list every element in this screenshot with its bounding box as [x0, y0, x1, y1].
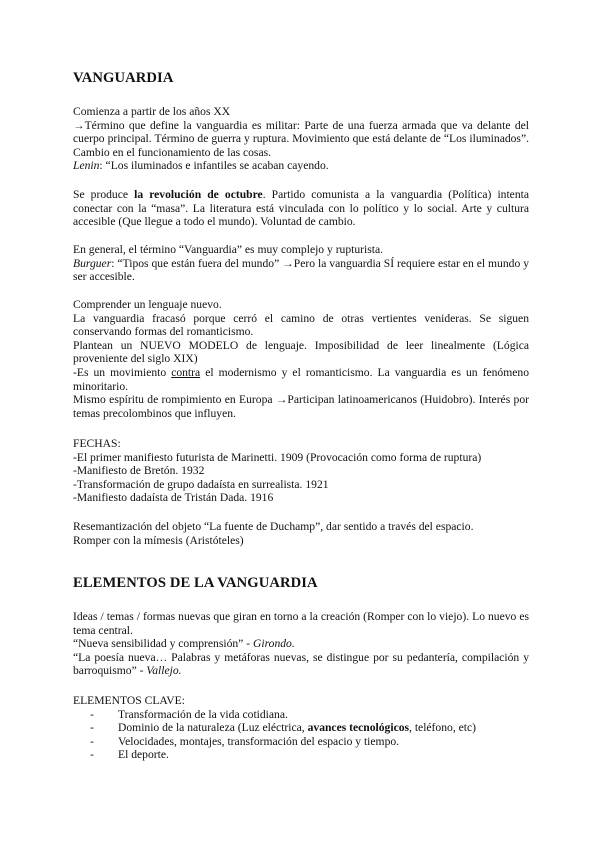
elementos-clave-list	[73, 708, 529, 762]
duchamp-line: Resemantización del objeto “La fuente de Duchamp”, dar sentido a través del espacio.	[73, 520, 474, 533]
language-line-2: La vanguardia fracasó porque cerró el camino de otras vertientes venideras. Se siguen conservando formas del romanticismo.	[73, 311, 529, 339]
list-item-text: Velocidades, montajes, transformación del espacio y tiempo.	[118, 734, 400, 748]
lenin-name: Lenin	[73, 159, 100, 173]
intro-line: Comienza a partir de los años XX	[73, 105, 231, 118]
girondo-quote-text: “Nueva sensibilidad y comprensión” -	[73, 637, 253, 651]
list-item-bold: avances tecnológicos	[307, 721, 410, 735]
list-item-text: , teléfono, etc)	[409, 721, 476, 735]
list-dash: -	[90, 734, 94, 748]
fechas-label: FECHAS:	[73, 437, 121, 450]
definition-paragraph: →Término que define la vanguardia es militar: Parte de una fuerza armada que va delante del cuerpo principal. Término de guerra y ruptura. Movimiento que está delante de “Los iluminados”. Cambio en el funcionamiento de las cosas.	[73, 118, 529, 159]
ideas-paragraph: Ideas / temas / formas nuevas que giran en torno a la creación (Romper con lo viejo). Lo nuevo es tema central.	[73, 610, 529, 637]
vallejo-quote	[73, 651, 529, 678]
list-item-text: Dominio de la naturaleza (Luz eléctrica,	[118, 721, 308, 735]
general-paragraph	[73, 243, 529, 284]
revolution-text-a: Se produce	[73, 188, 135, 201]
list-item-text: Transformación de la vida cotidiana.	[118, 707, 288, 721]
list-dash: -	[90, 721, 94, 735]
list-item	[73, 721, 529, 735]
fecha-item: -Transformación de grupo dadaísta en surrealista. 1921	[73, 477, 329, 491]
elementos-paragraph	[73, 610, 529, 678]
language-line-4-a: -Es un movimiento	[73, 365, 172, 379]
list-item	[73, 748, 529, 762]
language-line-1: Comprender un lenguaje nuevo.	[73, 298, 222, 311]
vallejo-quote-text: “La poesía nueva… Palabras y metáforas nuevas, se distingue por su pedantería, compilación y barroquismo” -	[73, 650, 529, 678]
language-line-4	[73, 366, 529, 393]
fechas-block	[73, 437, 529, 505]
revolution-paragraph	[73, 188, 529, 229]
language-line-3: Plantean un NUEVO MODELO de lenguaje. Imposibilidad de leer linealmente (Lógica proveniente del siglo XIX)	[73, 338, 529, 366]
language-line-5: Mismo espíritu de rompimiento en Europa →Participan latinoamericanos (Huidobro). Interés por temas precolombinos que influyen.	[73, 393, 529, 420]
lenin-sep: :	[99, 159, 106, 173]
intro-paragraph	[73, 105, 529, 173]
list-item	[73, 735, 529, 749]
list-item	[73, 708, 529, 722]
vallejo-author: Vallejo.	[146, 664, 182, 678]
list-item-text: El deporte.	[118, 748, 169, 762]
burguer-quote	[73, 257, 529, 284]
revolution-bold: la revolución de octubre	[134, 188, 263, 201]
fecha-item: -El primer manifiesto futurista de Marinetti. 1909 (Provocación como forma de ruptura)	[73, 450, 482, 464]
girondo-author: Girondo.	[252, 637, 295, 651]
duchamp-paragraph	[73, 520, 529, 547]
general-line: En general, el término “Vanguardia” es muy complejo y rupturista.	[73, 243, 384, 256]
mimesis-line: Romper con la mímesis (Aristóteles)	[73, 533, 244, 547]
burguer-rest: : “Tipos que están fuera del mundo” →Pero la vanguardia SÍ requiere estar en el mundo y ser accesible.	[73, 256, 529, 284]
language-line-4-c: el modernismo y el romanticismo. La vanguardia es un fenómeno minoritario.	[73, 365, 529, 393]
section-title-elementos: ELEMENTOS DE LA VANGUARDIA	[73, 575, 318, 591]
lenin-quote-text: “Los iluminados e infantiles se acaban cayendo.	[105, 159, 329, 173]
section-title-vanguardia: VANGUARDIA	[73, 70, 174, 86]
fecha-item: -Manifiesto dadaísta de Tristán Dada. 1916	[73, 491, 274, 505]
lenin-quote	[73, 159, 529, 173]
revolution-text	[73, 188, 529, 229]
contra-underlined: contra	[171, 365, 201, 379]
language-paragraph	[73, 298, 529, 420]
revolution-text-c: . Partido comunista a la vanguardia (Política) intenta conectar con la “masa”. La literatura está vinculada con lo político y lo social. Arte y cultura accesible (Que llegue a todo el mundo). Voluntad de cambio.	[73, 188, 529, 229]
list-dash: -	[90, 707, 94, 721]
fecha-item: -Manifiesto de Bretón. 1932	[73, 464, 205, 478]
burguer-name: Burguer	[73, 256, 112, 270]
elementos-clave-block	[73, 694, 529, 762]
list-dash: -	[90, 748, 94, 762]
girondo-quote	[73, 637, 529, 651]
elementos-clave-label: ELEMENTOS CLAVE:	[73, 694, 185, 707]
